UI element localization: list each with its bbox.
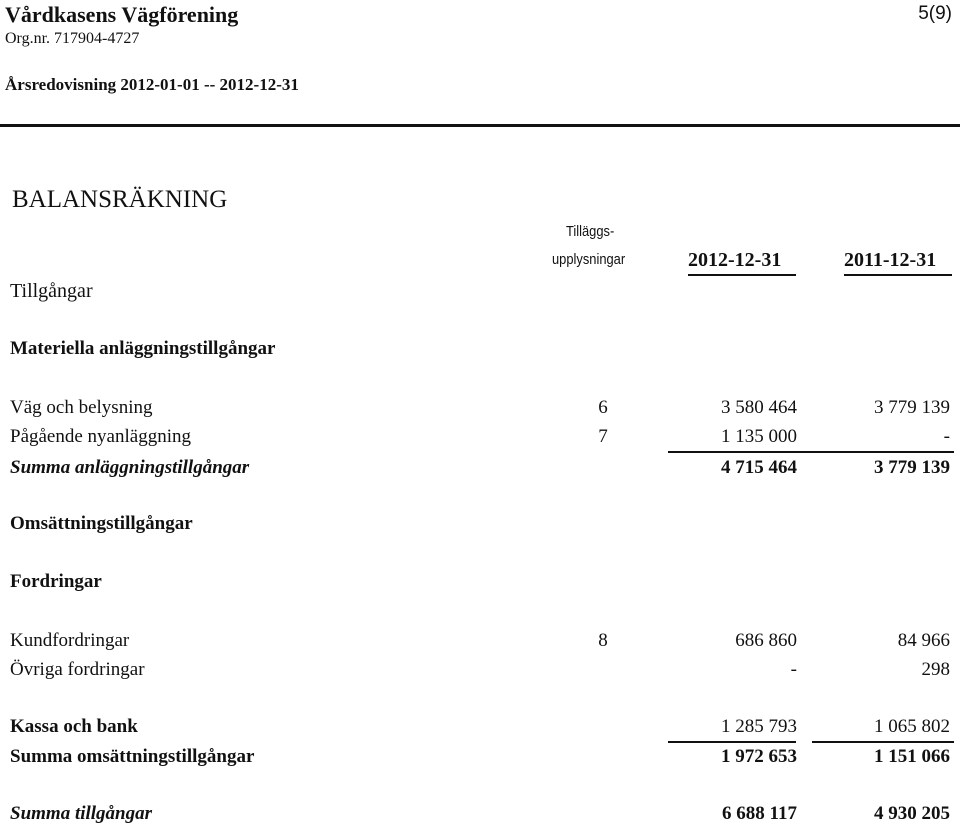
row-value-current: 3 580 464 xyxy=(721,397,797,418)
row-note: 8 xyxy=(598,630,608,651)
previous-year-header: 2011-12-31 xyxy=(844,249,937,271)
section-heading-current-assets: Omsättningstillgångar xyxy=(10,513,193,534)
row-label: Kassa och bank xyxy=(10,716,138,737)
subsection-heading-receivables: Fordringar xyxy=(10,571,102,592)
sum-label: Summa anläggningstillgångar xyxy=(10,457,250,478)
subtotal-rule-previous-col xyxy=(812,741,954,743)
current-year-underline xyxy=(688,274,796,276)
row-note: 7 xyxy=(598,426,608,447)
row-value-current: 1 135 000 xyxy=(721,426,797,447)
subtotal-rule-current-col xyxy=(668,741,796,743)
row-value-previous: 298 xyxy=(921,659,950,680)
row-value-current: 1 285 793 xyxy=(721,716,797,737)
org-name: Vårdkasens Vägförening xyxy=(5,2,239,27)
page-title: BALANSRÄKNING xyxy=(12,186,228,213)
current-year-header: 2012-12-31 xyxy=(688,249,782,271)
section-label-assets: Tillgångar xyxy=(10,280,93,302)
row-value-previous: 3 779 139 xyxy=(874,397,950,418)
row-label: Kundfordringar xyxy=(10,630,130,651)
row-label: Övriga fordringar xyxy=(10,659,145,680)
report-period: Årsredovisning 2012-01-01 -- 2012-12-31 xyxy=(5,75,299,94)
row-value-previous: 1 065 802 xyxy=(874,716,950,737)
row-value-previous: 84 966 xyxy=(897,630,950,651)
sum-value-current: 4 715 464 xyxy=(721,457,797,478)
page-number: 5(9) xyxy=(918,3,952,24)
row-label: Pågående nyanläggning xyxy=(10,426,191,447)
sum-value-previous: 3 779 139 xyxy=(874,457,950,478)
section-heading-tangible-assets: Materiella anläggningstillgångar xyxy=(10,338,276,359)
total-value-previous: 4 930 205 xyxy=(874,803,950,824)
row-note: 6 xyxy=(598,397,608,418)
note-column-header-line2: upplysningar xyxy=(552,251,626,268)
total-value-current: 6 688 117 xyxy=(722,803,797,824)
sum-value-current: 1 972 653 xyxy=(721,746,797,767)
row-value-current: - xyxy=(790,659,797,680)
row-value-current: 686 860 xyxy=(735,630,797,651)
note-column-header-line1: Tilläggs- xyxy=(566,223,615,240)
sum-value-previous: 1 151 066 xyxy=(874,746,950,767)
subtotal-rule-tangible xyxy=(668,451,954,453)
org-number: Org.nr. 717904-4727 xyxy=(5,30,140,47)
sum-label: Summa omsättningstillgångar xyxy=(10,746,255,767)
row-value-previous: - xyxy=(943,426,950,447)
total-label: Summa tillgångar xyxy=(10,803,153,824)
row-label: Väg och belysning xyxy=(10,397,153,418)
previous-year-underline xyxy=(844,274,952,276)
header-divider xyxy=(0,124,960,127)
